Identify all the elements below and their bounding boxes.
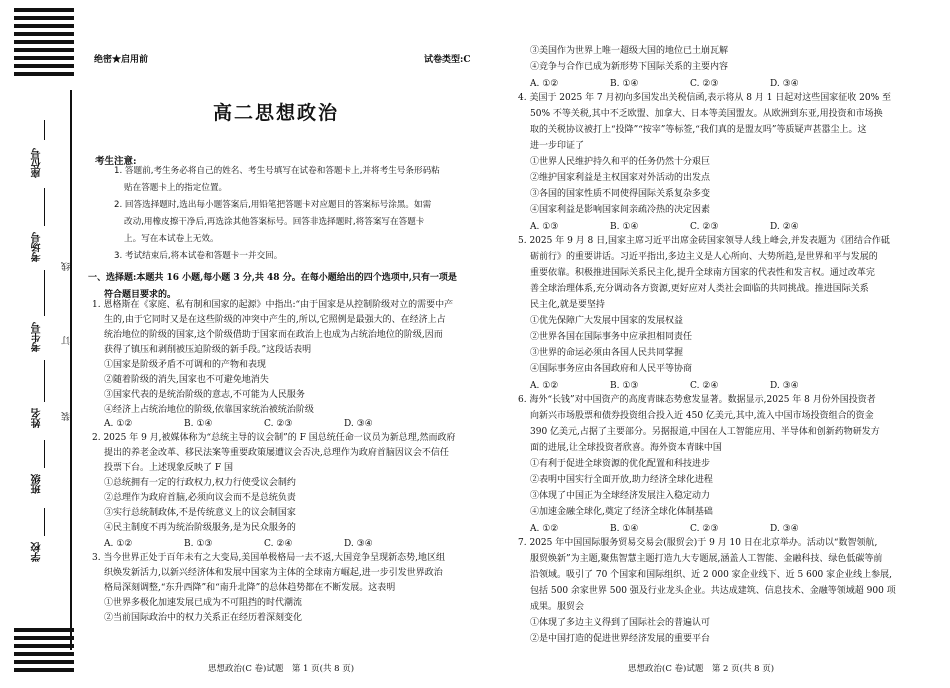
q5-choice: ③世界的命运必须由各国人民共同掌握 <box>530 348 684 358</box>
option-b: B. ①④ <box>610 222 639 232</box>
binding-stripe <box>14 668 74 672</box>
option-c: C. ②③ <box>690 524 719 534</box>
notice-item: 上。写在本试卷上无效。 <box>124 234 219 244</box>
binding-stripe <box>14 652 74 656</box>
q2-options <box>104 539 424 549</box>
q3-choice: ③美国作为世界上唯一超级大国的地位已土崩瓦解 <box>530 46 729 56</box>
option-d: D. ③④ <box>770 524 799 534</box>
option-c: C. ②③ <box>264 419 293 429</box>
page-title: 高二思想政治 <box>213 102 340 124</box>
option-a: A. ①② <box>530 524 559 534</box>
q5-choice: ②世界各国在国际事务中应承担相同责任 <box>530 332 693 342</box>
q1-choice: ③国家代表的是统治阶级的意志,不可能为人民服务 <box>104 390 305 400</box>
option-b: B. ①④ <box>610 524 639 534</box>
q2-line: 2. 2025 年 9 月,被媒体称为“总统主导的议会制”的 F 国总统任命一议员为新总理,然而政府 <box>92 433 456 443</box>
section-heading-cont: 符合题目要求的。 <box>104 290 177 300</box>
q7-choice: ②是中国打造的促进世界经济发展的重要平台 <box>530 634 711 644</box>
binding-stripe <box>14 636 74 640</box>
q5-choice: ①优先保障广大发展中国家的发展权益 <box>530 316 684 326</box>
school-label: 学校 <box>32 542 43 562</box>
footer-right: 思想政治(C 卷)试题 第 2 页(共 8 页) <box>628 664 775 674</box>
q6-choice: ③体现了中国正为全球经济发展注入稳定动力 <box>530 491 711 501</box>
notice-item: 1. 答题前,考生务必将自己的姓名、考生号填写在试卷和答题卡上,并将考生号条形码粘 <box>114 166 440 176</box>
q2-line: 投票下台。上述现象反映了 F 国 <box>104 463 233 473</box>
option-a: A. ①② <box>104 539 133 549</box>
q1-options <box>104 419 424 429</box>
q4-line: 取的关税协议被打上“投降”“按宰”等标签,“我们真的是盟友吗”等质疑声甚嚣尘上。这 <box>530 125 867 135</box>
q2-choice: ①总统拥有一定的行政权力,权力行使受议会制约 <box>104 478 296 488</box>
q4-choice: ④国家利益是影响国家间亲疏冷热的决定因素 <box>530 205 711 215</box>
option-a: A. ①③ <box>530 222 559 232</box>
binding-word-zhuang: 装 <box>62 412 72 421</box>
option-b: B. ①③ <box>610 381 639 391</box>
q1-line: 统治地位的阶级的国家,这个阶级借助于国家而在政治上也成为占统治地位的阶级,因而 <box>104 330 443 340</box>
q5-line: 民主化,就是要坚持 <box>530 300 605 310</box>
q4-line: 50% 不等关税,其中不乏欧盟、加拿大、日本等美国盟友。从欧洲到东亚,用投资和市场换 <box>530 109 883 119</box>
q5-options <box>530 381 850 391</box>
notice-item: 2. 回答选择题时,选出每小题答案后,用铅笔把答题卡对应题目的答案标号涂黑。如需 <box>114 200 432 210</box>
q2-choice: ③实行总统制政体,不是传统意义上的议会制国家 <box>104 508 296 518</box>
confidential-mark: 绝密★启用前 <box>94 55 149 65</box>
q4-line: 4. 美国于 2025 年 7 月初向多国发出关税信函,表示将从 8 月 1 日起对这些国家征收 20% 至 <box>518 93 892 103</box>
option-c: C. ②③ <box>690 79 719 89</box>
binding-stripes <box>14 8 74 80</box>
q5-choice: ④国际事务应由各国政府和人民平等协商 <box>530 364 693 374</box>
option-b: B. ①④ <box>184 419 213 429</box>
q3-choice: ①世界多极化加速发展已成为不可阻挡的时代潮流 <box>104 598 303 608</box>
student-number-label: 考生号 <box>32 322 43 352</box>
q5-line: 5. 2025 年 9 月 8 日,国家主席习近平出席金砖国家领导人线上峰会,并发表题为《团结合作砥 <box>518 236 890 246</box>
q6-line: 向新兴市场股票和债券投资组合投入近 450 亿美元,其中,流入中国市场投资组合的资金 <box>530 411 874 421</box>
exam-room-label: 考场号 <box>32 232 43 262</box>
q4-choice: ③各国的国家性质不同使得国际关系复杂多变 <box>530 189 711 199</box>
binding-stripe <box>14 660 74 664</box>
seat-number-label: 座位号 <box>32 148 43 178</box>
q5-line: 善全球治理体系,充分调动各方资源,更好应对人类社会面临的共同挑战。推进国际关系 <box>530 284 869 294</box>
q6-line: 390 亿美元,占据了主要部分。另据报道,中国在人工智能应用、半导体和创新药物研发方 <box>530 427 880 437</box>
name-label: 姓名 <box>32 408 43 428</box>
option-c: C. ②④ <box>264 539 293 549</box>
notice-heading: 考生注意: <box>95 156 137 167</box>
q7-line: 服贸焕新”为主题,聚焦智慧主题打造九大专题展,涵盖人工智能、金融科技、绿色低碳等前 <box>530 554 883 564</box>
q3-line: 3. 当今世界正处于百年未有之大变局,美国单极格局一去不返,大国竞争呈现新态势,地区组 <box>92 553 446 563</box>
q6-choice: ①有利于促进全球资源的优化配置和科技进步 <box>530 459 711 469</box>
option-d: D. ②④ <box>770 222 799 232</box>
option-a: A. ①② <box>530 79 559 89</box>
q6-line: 6. 海外“长钱”对中国资产的高度青睐态势愈发显著。数据显示,2025 年 8 月份外国投资者 <box>518 395 876 405</box>
option-d: D. ③④ <box>344 539 373 549</box>
q3-line: 格局深刻调整,“东升西降”和“南升北降”的总体趋势都在不断发展。这表明 <box>104 583 396 593</box>
option-d: D. ③④ <box>770 79 799 89</box>
q6-options <box>530 524 850 534</box>
q6-choice: ②表明中国实行全面开放,助力经济全球化进程 <box>530 475 713 485</box>
q6-line: 面的进展,让全球投资者欣喜。海外资本青睐中国 <box>530 443 722 453</box>
binding-stripe <box>14 644 74 648</box>
exam-type: 试卷类型:C <box>424 55 471 65</box>
option-c: C. ②④ <box>690 381 719 391</box>
option-c: C. ②③ <box>690 222 719 232</box>
q4-options <box>530 222 850 232</box>
q2-choice: ④民主制度不再为统治阶级服务,是为民众服务的 <box>104 523 296 533</box>
q1-choice: ②随着阶级的消失,国家也不可避免地消失 <box>104 375 269 385</box>
q1-line: 1. 恩格斯在《家庭、私有制和国家的起源》中指出:“由于国家是从控制阶级对立的需要中产 <box>92 300 454 310</box>
class-label: 班级 <box>32 474 43 494</box>
q1-line: 获得了镇压和剥削被压迫阶级的新手段。”这段话表明 <box>104 345 312 355</box>
q1-line: 生的,由于它同时又是在这些阶级的冲突中产生的,所以,它照例是最强大的、在经济上占 <box>104 315 446 325</box>
q7-line: 沿领域。吸引了 70 个国家和国际组织、近 2 000 家企业线下、近 5 600 家企业线上参展, <box>530 570 893 580</box>
q3-line: 织焕发新活力,以新兴经济体和发展中国家为主体的全球南方崛起,进一步引发世界政治 <box>104 568 443 578</box>
section-heading: 一、选择题:本题共 16 小题,每小题 3 分,共 48 分。在每小题给出的四个选项中,只有一项是 <box>88 273 457 283</box>
q4-choice: ①世界人民维护持久和平的任务仍然十分艰巨 <box>530 157 711 167</box>
binding-stripe <box>14 628 74 632</box>
q1-choice: ①国家是阶级矛盾不可调和的产物和表现 <box>104 360 267 370</box>
q5-line: 砺前行》的重要讲话。习近平指出,多边主义是人心所向、大势所趋,是世界和平与发展的 <box>530 252 878 262</box>
q7-choice: ①体现了多边主义得到了国际社会的普遍认可 <box>530 618 711 628</box>
q5-line: 重要依靠。积极推进国际关系民主化,提升全球南方国家的代表性和发言权。通过改革完 <box>530 268 875 278</box>
option-a: A. ①② <box>104 419 133 429</box>
option-a: A. ①② <box>530 381 559 391</box>
q7-line: 成果。服贸会 <box>530 602 585 612</box>
option-d: D. ③④ <box>770 381 799 391</box>
notice-item: 贴在答题卡上的指定位置。 <box>124 183 228 193</box>
notice-item: 改动,用橡皮擦干净后,再选涂其他答案标号。回答非选择题时,将答案写在答题卡 <box>124 217 425 227</box>
binding-word-ding: 订 <box>62 336 72 345</box>
q7-line: 7. 2025 年中国国际服务贸易交易会(服贸会)于 9 月 10 日在北京举办。活动以“数智领航, <box>518 538 878 548</box>
q1-choice: ④经济上占统治地位的阶级,依靠国家统治被统治阶级 <box>104 405 314 415</box>
q4-choice: ②维护国家利益是主权国家对外活动的出发点 <box>530 173 711 183</box>
option-b: B. ①③ <box>184 539 213 549</box>
footer-left: 思想政治(C 卷)试题 第 1 页(共 8 页) <box>208 664 355 674</box>
binding-word-xian: 线 <box>62 262 72 271</box>
q2-choice: ②总理作为政府首脑,必须向议会而不是总统负责 <box>104 493 296 503</box>
q6-choice: ④加速金融全球化,奠定了经济全球化体制基础 <box>530 507 713 517</box>
q3-choice: ②当前国际政治中的权力关系正在经历着深刻变化 <box>104 613 303 623</box>
q4-line: 进一步印证了 <box>530 141 585 151</box>
notice-item: 3. 考试结束后,将本试卷和答题卡一并交回。 <box>114 251 283 261</box>
q3-options <box>530 79 850 89</box>
binding-line <box>70 90 72 650</box>
q2-line: 提出的养老金改革、移民法案等重要政策屡遭议会否决,总理作为政府首脑因议会不信任 <box>104 448 449 458</box>
option-b: B. ①④ <box>610 79 639 89</box>
q3-choice: ④竞争与合作已成为新形势下国际关系的主要内容 <box>530 62 729 72</box>
q7-line: 包括 500 余家世界 500 强及行业龙头企业。共达成建筑、信息技术、金融等领域超 900 项 <box>530 586 896 596</box>
option-d: D. ③④ <box>344 419 373 429</box>
